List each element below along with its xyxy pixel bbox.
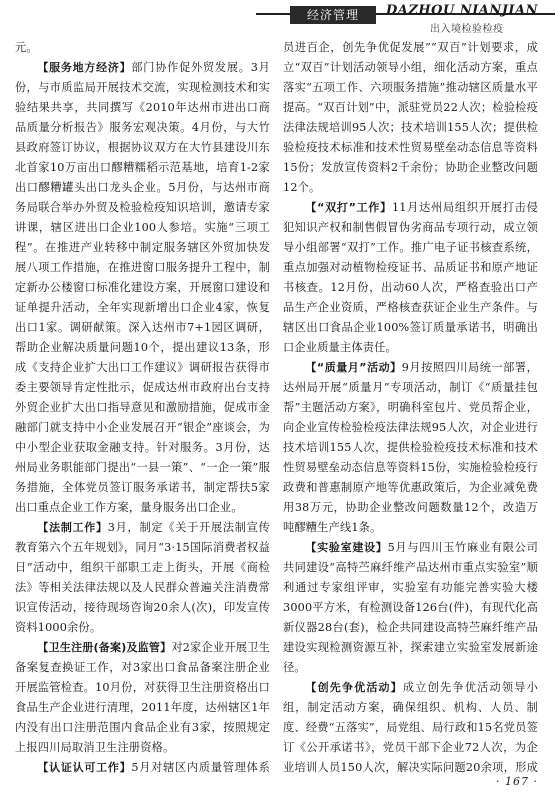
paragraph-text: 部门协作促外贸发展。3月份，与市质监局开展技术交流，实现检测技术和实验结果共享，共同撰写《2010年达州市进出口商品质量分析报告》服务宏观决策。4月份，与大竹县政府签订协议，根据协议双方在大竹县建设川东北首家10万亩出口醪糟糯稻示范基地，培育1-2家出口醪糟罐头出口龙头企业。5月份，与达州市商务局联合举办外贸及检验检疫知识培训，邀请专家讲课，辖区进出口企业100人参培。实施“三项工程”。在推进产业转移中制定服务辖区外贸加快发展八项工作措施，在推进窗口服务提升工程中，制定新办公楼窗口标准化建设方案，开展窗口建设和证单提升活动，全年实现新增出口企业4家，恢复出口1家。调研献策。深入达州市7+1园区调研，帮助企业解决质量问题10个，提出建议13条，形成《支持企业扩大出口工作建议》调研报告获得市委主要领导肯定性批示，促成达州市政府出台支持外贸企业扩大出口指导意见和激励措施，促成市金融部门就支持中小企业发展召开“银企”座谈会，为中小型企业获取金融支持。针对服务。3月份，达州局业务职能部门提出“一县一策”、“一企一策”服务措施，全体党员签订服务承诺书，制定帮扶5家出口重点企业工作方案，量身服务出口企业。 (15, 61, 270, 514)
paragraph-heading: 【创先争优活动】 (305, 681, 403, 694)
paragraph (283, 538, 538, 678)
paragraph-text: 员进百企，创先争优促发展”“双百”计划要求，成立“双百”计划活动领导小组，细化活动方案，重点落实“五项工作、六项服务措施”推动辖区质量水平提高。“双百计划”中，派驻党员22人次；检验检疫法律法规培训95人次；技术培训155人次；提供检验检疫技术标准和技术性贸易壁垒动态信息等资料15份；发放宣传资料2千余份；协助企业整改问题12个。 (283, 41, 538, 194)
page-number: · 167 · (496, 775, 538, 788)
paragraph (15, 518, 270, 638)
paragraph-text: 对2家企业开展卫生备案复查换证工作，对3家出口食品备案注册企业开展监管检查。10月份，对获得卫生注册资格出口食品生产企业进行清理，2011年度，达州辖区1年内没有出口注册范围内食品企业有3家，按照规定上报四川局取消卫生注册资格。 (15, 641, 270, 754)
paragraph (283, 358, 538, 538)
paragraph-text: 元。 (15, 41, 38, 54)
paragraph (15, 38, 270, 58)
paragraph-text: 9月按照四川局统一部署，达州局开展“质量月”专项活动，制订《“质量挂包帮”主题活动方案》，明确科室包片、党员帮企业，向企业宣传检验检疫法律法规95人次，对企业进行技术培训155人次，提供检验检疫技术标准和技术性贸易壁垒动态信息等资料15份，实施检验检疫行政费和普惠制原产地等优惠政策后，为企业减免费用38万元，协助企业整改问题数量12个，改造万吨醪糟生产线1条。 (283, 361, 538, 534)
paragraph (283, 38, 538, 198)
paragraph (15, 58, 270, 518)
paragraph (283, 198, 538, 358)
paragraph-heading: 【法制工作】 (37, 521, 108, 534)
left-column (15, 38, 270, 778)
paragraph-text: 成立创先争优活动领导小组，制定活动方案，确保组织、机构、人员、制度、经费“五落实”，局党组、局行政和15名党员签订《公开承诺书》，党员干部下企业72人次，为企业培训人员150人次，解决实际问题20余项，形成 (283, 681, 538, 774)
section-tab: 经济管理 (290, 6, 376, 24)
journal-title: DAZHOU NIANJIAN (386, 3, 538, 18)
paragraph (15, 638, 270, 758)
paragraph-text: 11月达州局组织开展打击侵犯知识产权和制售假冒伪劣商品专项行动，成立领导小组部署“双打”工作。推广电子证书核查系统，重点加强对动植物检疫证书、品质证书和原产地证书核查。12月份，出动60人次，严格查验出口产品生产企业资质，严格核查获证企业生产条件。与辖区出口食品企业100%签订质量承诺书，明确出口企业质量主体责任。 (283, 201, 538, 354)
paragraph-heading: 【“双打”工作】 (305, 201, 392, 214)
page-header (0, 0, 555, 42)
paragraph-text: 3月，制定《关于开展法制宣传教育第六个五年规划》，同月“3·15国际消费者权益日”活动中，组织干部职工走上街头，开展《商检法》等相关法律法规以及人民群众普遍关注消费常识宣传活动，接待现场咨询20余人(次)，印发宣传资料1000余份。 (15, 521, 270, 634)
right-column (283, 38, 538, 778)
paragraph-heading: 【卫生注册(备案)及监管】 (37, 641, 172, 654)
subsection-title: 出入境检验检疫 (430, 24, 504, 35)
paragraph-heading: 【实验室建设】 (305, 541, 388, 554)
paragraph-heading: 【“质量月”活动】 (305, 361, 402, 374)
paragraph-text: 5月与四川玉竹麻业有限公司共同建设“高特苎麻纤维产品达州市重点实验室”顺利通过专家组评审，实验室有功能完善实验大楼3000平方米，有检测设备126台(件)，有现代化高新仪器28台(套)，检企共同建设高特苎麻纤维产品建设实现检测资源互补，探索建立实验室发展新途径。 (283, 541, 538, 674)
paragraph-heading: 【认证认可工作】 (37, 761, 132, 774)
paragraph-text: 5月对辖区内质量管理体系 (131, 761, 270, 774)
paragraph (15, 758, 270, 778)
paragraph (283, 678, 538, 778)
paragraph-heading: 【服务地方经济】 (37, 61, 132, 74)
